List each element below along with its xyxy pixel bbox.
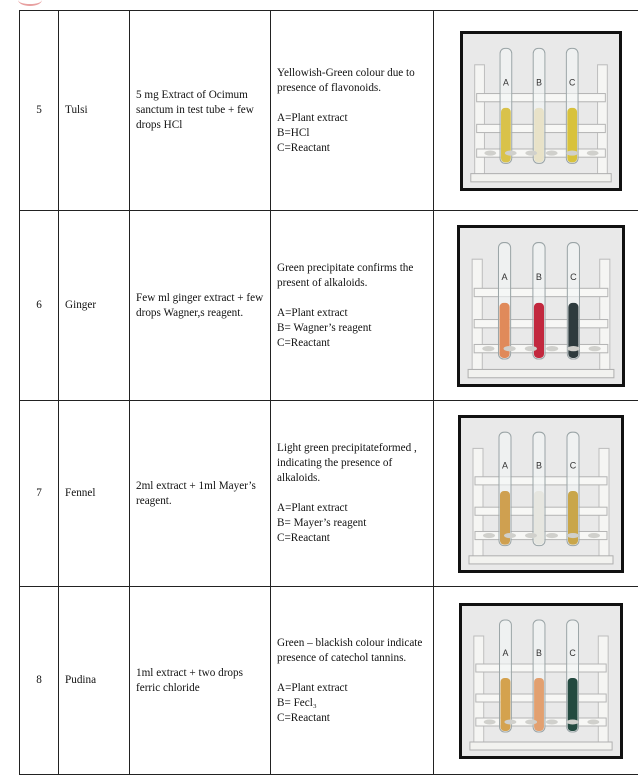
observation-text: Light green precipitateformed , indicating the presence of alkaloids. (277, 442, 417, 484)
legend-c: C=Reactant (277, 711, 330, 724)
image-cell (434, 11, 638, 211)
procedure-text: Few ml ginger extract + few drops Wagner,s reagent. (130, 211, 271, 401)
legend-b: B= Mayer’s reagent (277, 517, 367, 529)
rack-illustration (463, 34, 619, 188)
tube-label: A (501, 460, 509, 471)
tube-label: B (535, 460, 543, 471)
serial-number: 5 (20, 11, 59, 211)
spacer (277, 486, 429, 501)
legend-b: B=HCl (277, 126, 310, 139)
procedure-text: 2ml extract + 1ml Mayer’s reagent. (130, 401, 271, 587)
tube-label: A (502, 76, 509, 87)
tube-label: A (501, 271, 508, 282)
observation-cell (271, 211, 434, 401)
tube-label: A (502, 647, 509, 658)
observation-cell (271, 587, 434, 775)
observation-text: Yellowish-Green colour due to presence of flavonoids. (277, 66, 415, 94)
test-tube-photo (459, 603, 623, 759)
phytochemical-results-table (19, 10, 638, 775)
test-tube-photo (457, 225, 625, 387)
table-row (20, 211, 638, 401)
tube-label: C (569, 647, 576, 658)
observation-cell (271, 401, 434, 587)
tube-label: B (536, 647, 542, 658)
image-cell (434, 211, 638, 401)
legend-b: B= Wagner’s reagent (277, 321, 372, 334)
image-cell (434, 587, 638, 775)
table-row (20, 401, 638, 587)
image-cell (434, 401, 638, 587)
observation-cell (271, 11, 434, 211)
observation-text: Green – blackish colour indicate presence of catechol tannins. (277, 636, 423, 664)
rack-illustration (461, 418, 621, 570)
table-row (20, 587, 638, 775)
plant-name: Ginger (59, 211, 130, 401)
tube-label: C (569, 460, 577, 471)
serial-number: 7 (20, 401, 59, 587)
legend-c: C=Reactant (277, 141, 330, 154)
spacer (277, 96, 429, 111)
tube-label: C (570, 271, 577, 282)
legend-a: A=Plant extract (277, 502, 348, 514)
legend-c: C=Reactant (277, 532, 330, 544)
plant-name: Fennel (59, 401, 130, 587)
legend-a: A=Plant extract (277, 111, 348, 124)
procedure-text: 5 mg Extract of Ocimum sanctum in test tube + few drops HCl (130, 11, 271, 211)
legend-c: C=Reactant (277, 336, 330, 349)
legend-b: B= Fecl₃ (277, 696, 317, 709)
rack-illustration (462, 606, 620, 756)
decorative-mark (18, 0, 42, 6)
serial-number: 6 (20, 211, 59, 401)
spacer (277, 291, 429, 306)
tube-label: C (569, 76, 576, 87)
serial-number: 8 (20, 587, 59, 775)
tube-label: B (535, 271, 543, 282)
legend-a: A=Plant extract (277, 681, 348, 694)
plant-name: Tulsi (59, 11, 130, 211)
legend-a: A=Plant extract (277, 306, 348, 319)
tube-label: B (536, 76, 542, 87)
test-tube-photo (460, 31, 622, 191)
test-tube-photo (458, 415, 624, 573)
spacer (277, 666, 429, 681)
plant-name: Pudina (59, 587, 130, 775)
table-row (20, 11, 638, 211)
procedure-text: 1ml extract + two drops ferric chloride (130, 587, 271, 775)
rack-illustration (460, 228, 622, 384)
observation-text: Green precipitate confirms the present of alkaloids. (277, 261, 414, 289)
